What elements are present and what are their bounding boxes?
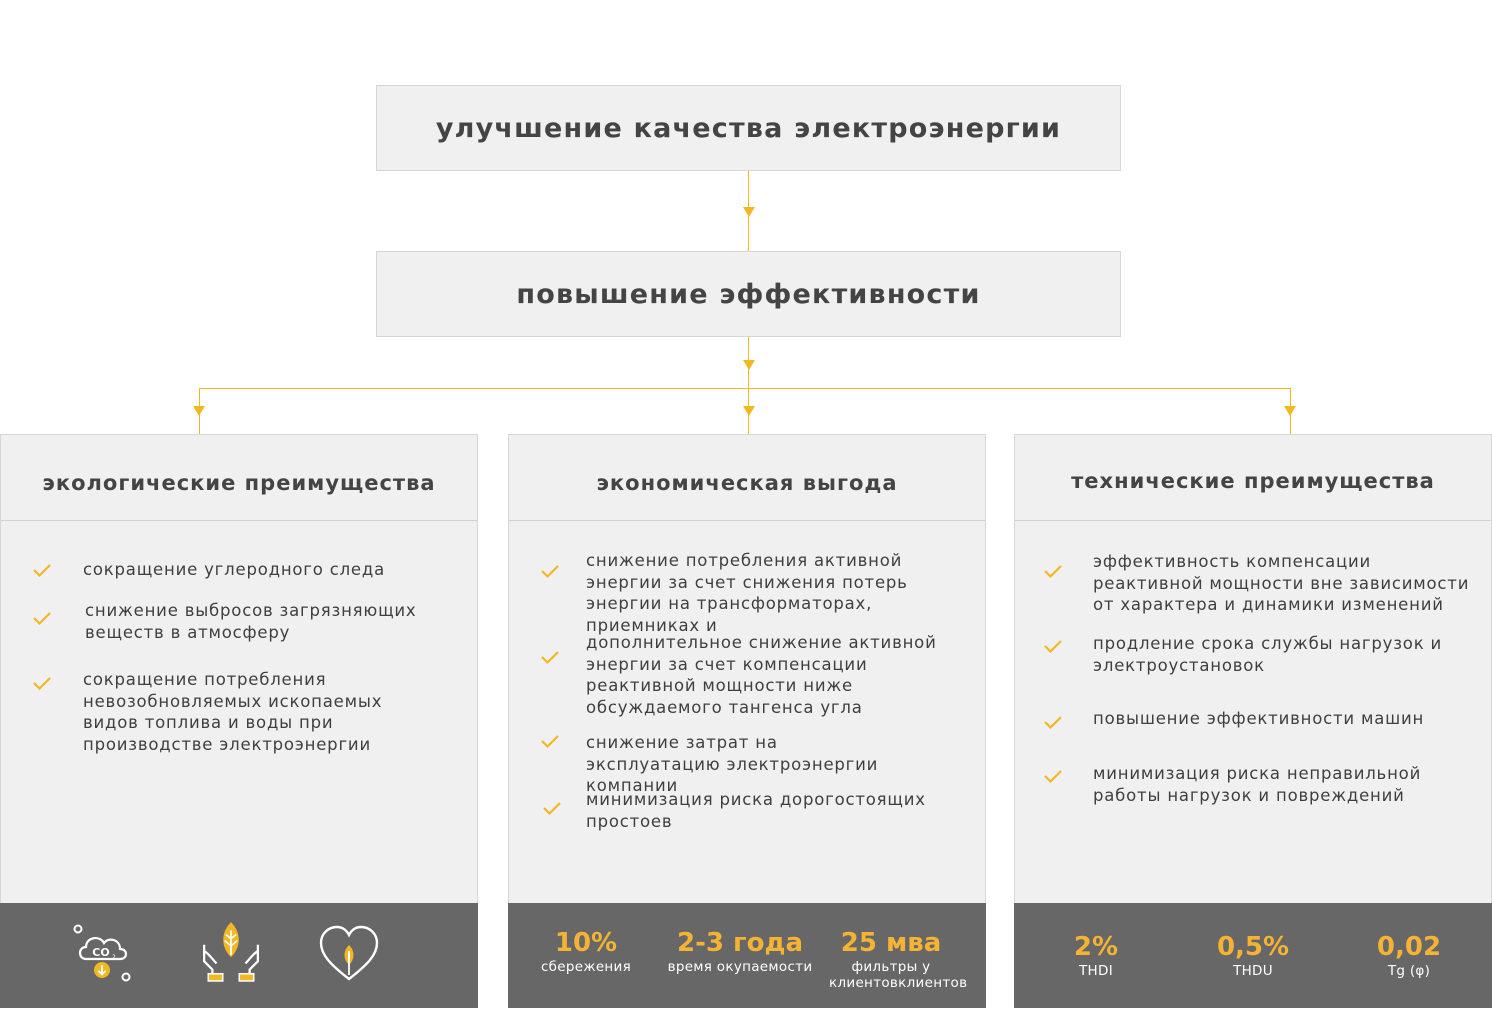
list-item-text: сокращение потребления невозобновляемых ископаемых видов топлива и воды при производстве электроэнергии	[83, 670, 383, 754]
panel-header	[1, 435, 477, 521]
list-item-text: эффективность компенсации реактивной мощности вне зависимости от характера и динамики изменений	[1093, 552, 1470, 614]
top-box	[376, 85, 1121, 171]
svg-text:CO: CO	[92, 946, 110, 959]
stat-tg	[1329, 931, 1489, 979]
list-item-text: повышение эффективности машин	[1093, 709, 1425, 728]
checkmark-icon	[1042, 560, 1064, 582]
svg-text:2: 2	[112, 954, 116, 961]
list-item-text: снижение потребления активной энергии за счет снижения потерь энергии на трансформаторах, приемниках и	[586, 551, 908, 635]
list-item-text: сокращение углеродного следа	[83, 560, 386, 579]
stat-value: 2-3 года	[676, 928, 803, 958]
stat-label: сбережения	[540, 959, 632, 975]
checkmark-icon	[539, 730, 561, 752]
stat-value: 10%	[554, 928, 618, 958]
list-item-text: минимизация риска неправильной работы нагрузок и повреждений	[1093, 764, 1422, 805]
stat-value: 0,5%	[1216, 932, 1290, 962]
panel-footer	[508, 903, 986, 1008]
arrow-down-icon	[1284, 406, 1296, 416]
arrow-down-icon	[743, 406, 755, 416]
stat-thdu	[1173, 931, 1333, 979]
checkmark-icon	[31, 607, 53, 629]
arrow-down-icon	[743, 360, 755, 370]
top-box-label: улучшение качества электроэнергии	[435, 112, 1062, 144]
panel-header	[509, 435, 985, 521]
stat-label: THDI	[1079, 963, 1113, 979]
stat-value: 0,02	[1376, 932, 1442, 962]
arrow-down-icon	[743, 207, 755, 217]
list-item-text: снижение затрат на эксплуатацию электроэнергии компании	[586, 733, 879, 795]
hands-leaf-icon	[200, 920, 262, 982]
list-item-text: дополнительное снижение активной энергии за счет компенсации реактивной мощности ниже обсуждаемого тангенса угла	[586, 633, 937, 717]
panel-title: экономическая выгода	[596, 471, 898, 495]
stat-thdi	[1016, 931, 1176, 979]
list-item-text: продление срока службы нагрузок и электроустановок	[1093, 634, 1443, 675]
panel-ecology	[0, 434, 478, 1008]
checkmark-icon	[1042, 765, 1064, 787]
panel-technical	[1014, 434, 1492, 1008]
panel-header	[1015, 435, 1491, 521]
co2-reduction-icon	[72, 923, 132, 983]
panel-title: экологические преимущества	[42, 471, 436, 495]
checkmark-icon	[541, 797, 563, 819]
panel-title: технические преимущества	[1071, 469, 1435, 493]
mid-box	[376, 251, 1121, 337]
connector-line	[748, 337, 749, 434]
checkmark-icon	[539, 560, 561, 582]
heart-leaf-icon	[319, 925, 379, 985]
stat-label: время окупаемости	[667, 959, 813, 975]
mid-box-label: повышение эффективности	[516, 278, 981, 310]
stat-payback	[660, 927, 820, 975]
arrow-down-icon	[193, 406, 205, 416]
stat-value: 25 мва	[840, 928, 942, 958]
list-item-text: снижение выбросов загрязняющих веществ в атмосферу	[85, 601, 417, 642]
checkmark-icon	[1042, 635, 1064, 657]
stat-label: Tg (φ)	[1387, 963, 1431, 979]
stat-value: 2%	[1073, 932, 1119, 962]
panel-footer	[0, 903, 478, 1008]
stat-filters	[811, 927, 971, 991]
list-item-text: минимизация риска дорогостоящих простоев	[586, 790, 926, 831]
checkmark-icon	[539, 646, 561, 668]
panel-economy	[508, 434, 986, 1008]
stat-label: фильтры у клиентовклиентов	[829, 959, 968, 991]
checkmark-icon	[31, 559, 53, 581]
stat-savings	[506, 927, 666, 975]
stat-label: THDU	[1233, 963, 1273, 979]
checkmark-icon	[1042, 711, 1064, 733]
panel-footer	[1014, 903, 1492, 1008]
connector-horizontal-line	[199, 388, 1291, 389]
checkmark-icon	[31, 672, 53, 694]
